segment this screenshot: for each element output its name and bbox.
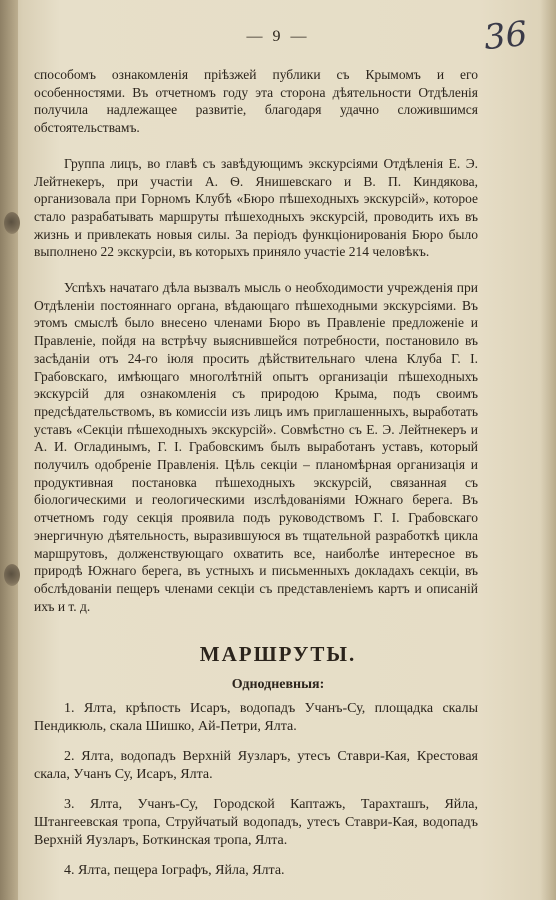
punch-hole [4, 564, 20, 586]
body-text [34, 66, 478, 633]
section-title: МАРШРУТЫ. [199, 642, 357, 666]
paragraph: Успѣхъ начатаго дѣла вызвалъ мысль о необходимости учрежденія при Отдѣленіи постояннаго органа, вѣдающаго пѣшеходными экскурсіями. Въ этомъ смыслѣ было внесено членами Бюро въ Правленіе предложеніе и Правленіе, пойдя на встрѣчу выяснившейся потребности, постановило въ засѣданіи отъ 24-го іюля просить дѣйствительнаго члена Клуба Г. І. Грабовскаго, имѣющаго многолѣтній опытъ организаціи пѣшеходныхъ экскурсій для ознакомленія съ природою Крыма, подъ своимъ предсѣдательствомъ, въ комиссіи изъ лицъ имъ приглашенныхъ, выработать уставъ «Секціи пѣшеходныхъ экскурсій». Совмѣстно съ Е. Э. Лейтнекеръ и А. И. Огладинымъ, Г. І. Грабовскимъ былъ выработанъ уставъ, который получилъ одобреніе Правленія. Цѣль секціи – планомѣрная организація и продуктивная постановка пѣшеходныхъ экскурсій, связанная съ біологическими и геологическими изслѣдованіями Южнаго берега. Въ отчетномъ году секція проявила подъ руководствомъ Г. І. Грабовскаго энергичную дѣятельность, выразившуюся въ тщательной разработкѣ цикла маршрутовъ, долженствующаго охватить все, наиболѣе интересное въ природѣ Южнаго берега, въ устныхъ и письменныхъ докладахъ секціи, въ обслѣдованіи пещеръ членами секціи съ представленіемъ картъ и описаній ихъ и т. д. [34, 280, 478, 614]
route-item: 1. Ялта, крѣпость Исаръ, водопадъ Учанъ-Су, площадка скалы Пендикюль, скала Шишко, Ай-Петри, Ялта. [34, 701, 478, 734]
paragraph: Группа лицъ, во главѣ съ завѣдующимъ экскурсіями Отдѣленія Е. Э. Лейтнекеръ, при участіи А. Ѳ. Янишевскаго и В. П. Киндякова, организовала при Горномъ Клубѣ «Бюро пѣшеходныхъ экскурсій», которое стало разрабатывать маршруты пѣшеходныхъ экскурсій, проводить ихъ въ жизнь и привлекать новыя силы. За періодъ функціонированія Бюро было выполнено 22 экскурсіи, въ которыхъ приняло участіе 214 человѣкъ. [34, 155, 478, 260]
route-item: 2. Ялта, водопадъ Верхній Яузларъ, утесъ Ставри-Кая, Крестовая скала, Учанъ Су, Исаръ, Ялта. [34, 749, 478, 782]
binding-spine [0, 0, 18, 900]
paragraph: способомъ ознакомленія пріѣзжей публики съ Крымомъ и его особенностями. Въ отчетномъ году эта сторона дѣятельности Отдѣленія получила надлежащее развитіе, благодаря удачно сложившимся обстоятельствамъ. [34, 67, 478, 136]
route-item: 4. Ялта, пещера Іографъ, Яйла, Ялта. [64, 863, 285, 878]
section-subtitle: Однодневныя: [231, 677, 325, 692]
routes-list [34, 700, 478, 892]
route-item: 3. Ялта, Учанъ-Су, Городской Каптажъ, Тарахташъ, Яйла, Штангеевская тропа, Струйчатый водопадъ, утесъ Ставри-Кая, водопадъ Верхній Яузларъ, Боткинская тропа, Ялта. [34, 797, 478, 848]
punch-hole [4, 212, 20, 234]
handwritten-page-number: 36 [482, 13, 530, 59]
page-number: — 9 — [246, 28, 310, 45]
